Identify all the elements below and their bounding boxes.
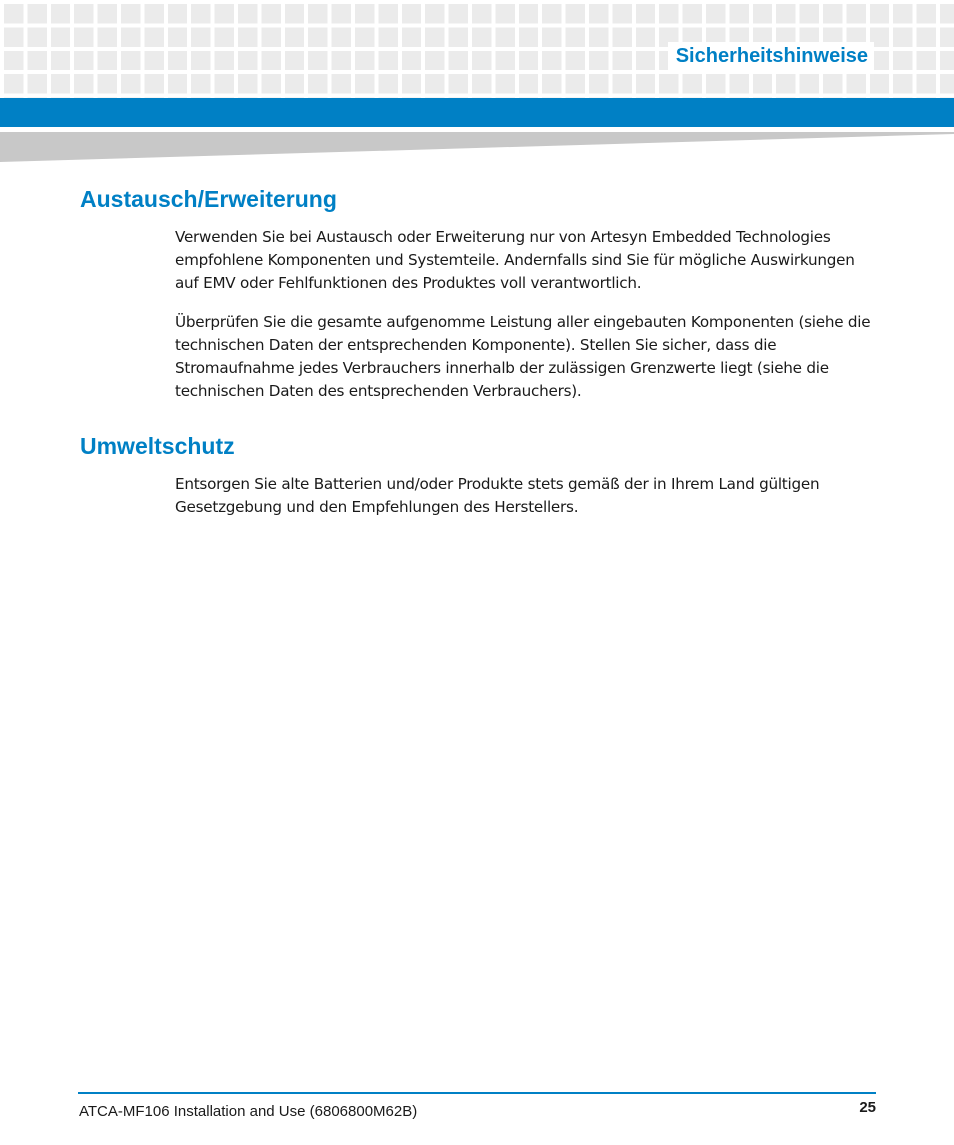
footer-divider bbox=[78, 1092, 876, 1094]
running-header-title: Sicherheitshinweise bbox=[668, 42, 874, 70]
section-heading-austausch: Austausch/Erweiterung bbox=[80, 186, 337, 212]
footer-document-title: ATCA-MF106 Installation and Use (6806800M62B) bbox=[79, 1103, 418, 1120]
page-number: 25 bbox=[859, 1099, 876, 1116]
paragraph-umweltschutz-1: Entsorgen Sie alte Batterien und/oder Produkte stets gemäß der in Ihrem Land gültigen Gesetzgebung und den Empfehlungen des Herstellers. bbox=[175, 475, 820, 516]
paragraph-austausch-1: Verwenden Sie bei Austausch oder Erweiterung nur von Artesyn Embedded Technologies empfohlene Komponenten und Systemteile. Andernfalls sind Sie für mögliche Auswirkungen auf EMV oder Fehlfunktionen des Produktes voll verantwortlich. bbox=[175, 228, 855, 292]
header-grey-wedge bbox=[0, 132, 954, 162]
header-blue-bar bbox=[0, 98, 954, 127]
paragraph-austausch-2: Überprüfen Sie die gesamte aufgenomme Leistung aller eingebauten Komponenten (siehe die technischen Daten der entsprechenden Komponente). Stellen Sie sicher, dass die Stromaufnahme jedes Verbrauchers innerhalb der zulässigen Grenzwerte liegt (siehe die technischen Daten des entsprechenden Verbrauchers). bbox=[175, 313, 871, 400]
section-heading-umweltschutz: Umweltschutz bbox=[80, 433, 235, 459]
